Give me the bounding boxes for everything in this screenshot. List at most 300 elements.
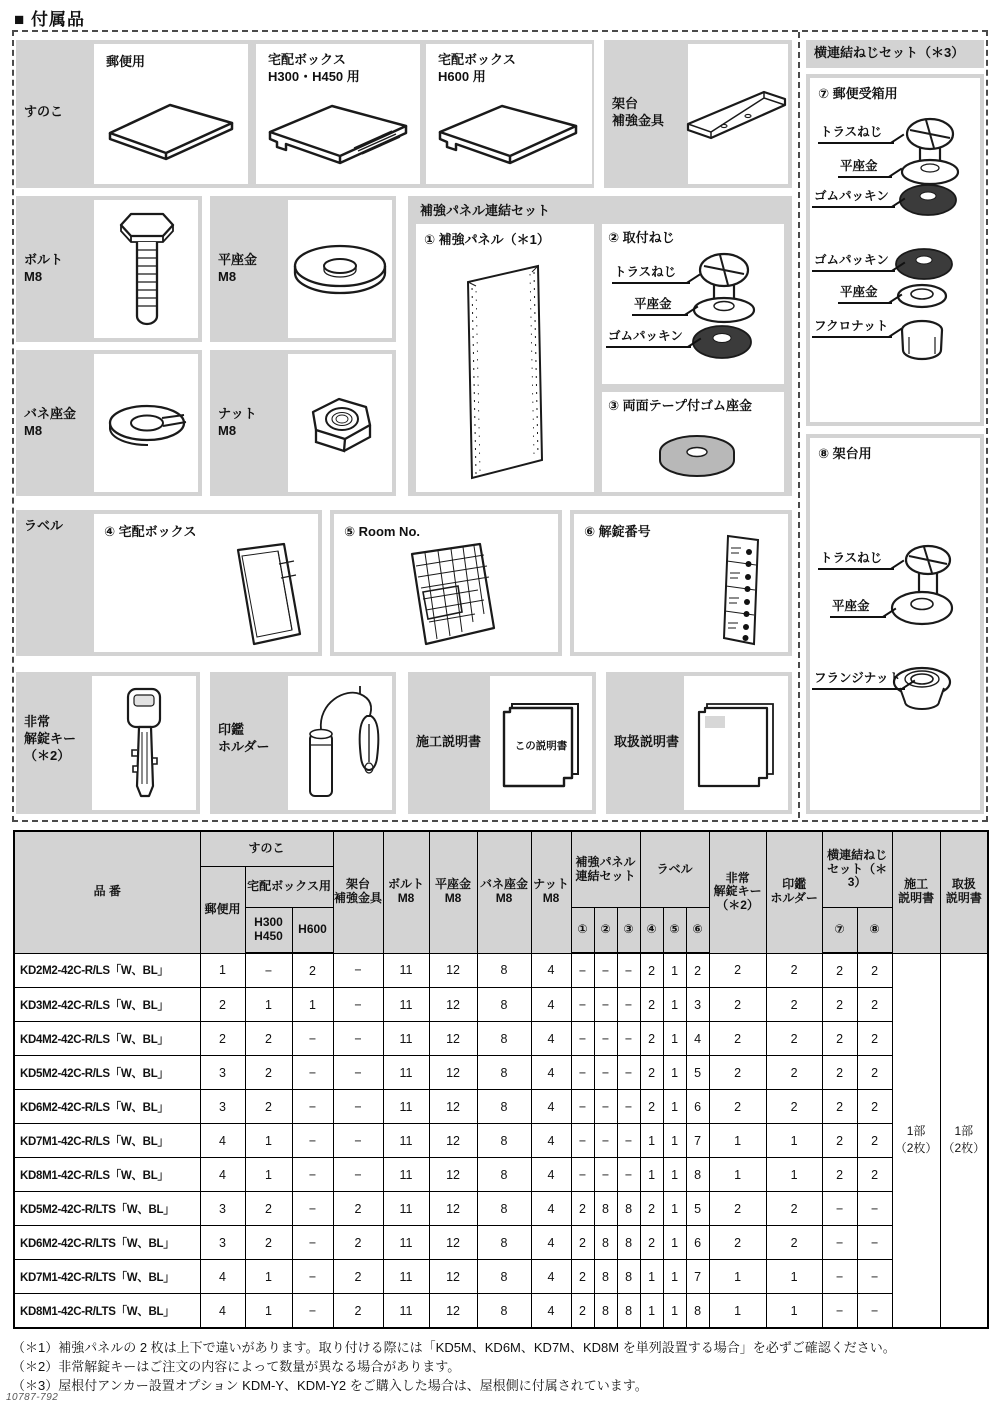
- col-header-yoko-set: [822, 831, 892, 908]
- qty-cell: 1: [663, 1294, 686, 1329]
- hokyo-panel-set-group: [408, 196, 792, 496]
- room-no-label-illustration: [392, 536, 510, 650]
- header-line: 施工: [904, 877, 929, 892]
- header-text: ラベル: [656, 861, 693, 876]
- qty-cell: 2: [333, 1226, 383, 1260]
- stamp-holder-illustration: [290, 682, 390, 806]
- qty-cell: 1: [663, 1260, 686, 1294]
- header-line: 連結セット: [575, 868, 636, 883]
- labels-label: ラベル: [24, 518, 64, 533]
- header-line: M8: [397, 891, 415, 906]
- qty-cell: −: [333, 953, 383, 988]
- sunoko-label: すのこ: [24, 104, 64, 119]
- qty-cell: 1: [663, 1226, 686, 1260]
- yoko-sec8-box: [810, 438, 980, 810]
- screw-callout-washer: 平座金: [632, 298, 688, 316]
- label4-group: [16, 510, 322, 656]
- qty-cell: 1: [663, 1124, 686, 1158]
- model-cell: KD3M2-42C-R/LS「W、BL」: [14, 988, 200, 1022]
- hokyo-panel-label: ① 補強パネル（＊1）: [424, 232, 550, 247]
- qty-cell: 8: [594, 1226, 617, 1260]
- qty-cell: 8: [477, 1260, 531, 1294]
- hokyo-panel-box: [416, 224, 594, 492]
- qty-cell: 3: [686, 988, 709, 1022]
- sec7-callout-truss: トラスねじ: [818, 126, 894, 144]
- label-line: M8: [24, 422, 43, 438]
- yoko-sec8-label: ⑧ 架台用: [818, 446, 872, 461]
- model-cell: KD5M2-42C-R/LTS「W、BL」: [14, 1192, 200, 1226]
- header-line: 説明書: [945, 891, 982, 906]
- qty-cell: 2: [640, 988, 663, 1022]
- col-header-toriatsukai: [940, 831, 988, 953]
- mounting-screw-illustration: [602, 224, 784, 384]
- table-row: [14, 1124, 988, 1158]
- yoko-sec7-box: [810, 78, 980, 422]
- header-text: ②: [600, 922, 611, 937]
- qty-cell: 2: [766, 988, 822, 1022]
- qty-cell: 1: [663, 1090, 686, 1124]
- qty-cell: 8: [617, 1260, 640, 1294]
- header-line: 取扱: [951, 877, 976, 892]
- emergency-key-box: [92, 676, 196, 810]
- qty-cell: 11: [383, 1294, 429, 1329]
- sunoko-group: [16, 40, 594, 188]
- qty-cell: 11: [383, 1022, 429, 1056]
- header-text: ⑦: [834, 922, 845, 937]
- footnote-3: （＊3）屋根付アンカー設置オプション KDM-Y、KDM-Y2 をご購入した場合は、屋根側に付属されています。: [12, 1378, 648, 1393]
- qty-cell: 8: [477, 953, 531, 988]
- qty-cell: −: [594, 988, 617, 1022]
- qty-cell: 4: [531, 953, 571, 988]
- table-row: [14, 988, 988, 1022]
- qty-cell: −: [292, 1022, 333, 1056]
- qty-cell: −: [857, 1260, 892, 1294]
- key-illustration: [114, 684, 174, 802]
- table-body: [14, 953, 988, 1328]
- qty-cell: −: [292, 1090, 333, 1124]
- qty-cell: 8: [477, 1056, 531, 1090]
- sec7-callout-packing2: ゴムパッキン: [812, 254, 895, 272]
- col-header-circle6: [686, 908, 709, 954]
- col-header-nut: [531, 831, 571, 953]
- qty-cell: 1: [640, 1294, 663, 1329]
- inkan-holder-group: [210, 672, 396, 814]
- table-row: [14, 1260, 988, 1294]
- slatted-board-illustration: [432, 92, 584, 180]
- qty-cell: 2: [640, 953, 663, 988]
- model-cell: KD7M1-42C-R/LTS「W、BL」: [14, 1260, 200, 1294]
- emergency-key-label: [24, 714, 76, 765]
- qty-cell: 3: [200, 1192, 245, 1226]
- qty-cell: 2: [245, 1226, 292, 1260]
- qty-cell: 8: [477, 1090, 531, 1124]
- qty-cell: 2: [571, 1294, 594, 1329]
- table-row: [14, 1226, 988, 1260]
- diagram-vertical-divider: [798, 32, 800, 818]
- qty-cell: 2: [857, 1158, 892, 1192]
- qty-cell: −: [822, 1294, 857, 1329]
- label6-title: ⑥ 解錠番号: [584, 524, 651, 539]
- flat-board-illustration: [102, 89, 240, 177]
- qty-cell: −: [333, 1090, 383, 1124]
- qty-cell: 1: [640, 1158, 663, 1192]
- qty-cell: 4: [531, 1158, 571, 1192]
- qty-cell: 2: [292, 953, 333, 988]
- header-line: ナット: [533, 877, 569, 892]
- qty-cell: 2: [766, 953, 822, 988]
- qty-cell: 12: [429, 1090, 477, 1124]
- qty-cell: 8: [594, 1260, 617, 1294]
- header-line: ホルダー: [770, 891, 818, 906]
- col-header-circle8: [857, 908, 892, 954]
- header-line: 横連結ねじ: [827, 847, 888, 862]
- col-header-bolt: [383, 831, 429, 953]
- qty-cell: −: [617, 1056, 640, 1090]
- rubber-washer-illustration: [654, 428, 740, 484]
- header-line: 平座金: [435, 877, 472, 892]
- header-line: 補強金具: [334, 891, 383, 906]
- qty-cell: 2: [333, 1260, 383, 1294]
- bolt-box: [94, 200, 198, 338]
- col-header-circle3: [617, 908, 640, 954]
- qty-cell: 8: [686, 1294, 709, 1329]
- qty-cell: 4: [200, 1124, 245, 1158]
- col-header-yubin: [200, 867, 245, 954]
- qty-cell: 2: [857, 1090, 892, 1124]
- label-line: （＊2）: [24, 747, 71, 763]
- qty-cell: 2: [822, 1158, 857, 1192]
- tori-merged-cell: 1部 （2枚）: [940, 953, 988, 1328]
- qty-cell: 1: [640, 1124, 663, 1158]
- qty-cell: 11: [383, 1056, 429, 1090]
- col-header-circle7: [822, 908, 857, 954]
- qty-cell: 11: [383, 1158, 429, 1192]
- qty-cell: −: [571, 1158, 594, 1192]
- label-line: M8: [24, 268, 43, 284]
- qty-cell: 2: [709, 1056, 766, 1090]
- gadai-bracket-box: [688, 44, 788, 184]
- header-text: ③: [623, 922, 634, 937]
- qty-cell: 8: [617, 1192, 640, 1226]
- qty-cell: 2: [709, 953, 766, 988]
- qty-cell: 2: [822, 988, 857, 1022]
- accessories-table: [13, 830, 989, 1329]
- col-header-circle5: [663, 908, 686, 954]
- qty-cell: 1: [766, 1260, 822, 1294]
- qty-cell: 2: [245, 1022, 292, 1056]
- qty-cell: −: [857, 1226, 892, 1260]
- qty-cell: 1: [663, 1056, 686, 1090]
- qty-cell: 2: [640, 1056, 663, 1090]
- col-header-label: [640, 831, 709, 908]
- sec7-callout-washer2: 平座金: [838, 286, 892, 304]
- qty-cell: 2: [333, 1294, 383, 1329]
- qty-cell: 1: [663, 1192, 686, 1226]
- qty-cell: −: [292, 1226, 333, 1260]
- qty-cell: 2: [245, 1192, 292, 1226]
- emergency-key-group: [16, 672, 200, 814]
- col-header-sekou: [892, 831, 940, 953]
- sec8-callout-flangenut: フランジナット: [812, 672, 905, 690]
- toriatsukai-manual-label: 取扱説明書: [614, 734, 680, 749]
- qty-cell: 1: [245, 988, 292, 1022]
- sec8-callout-washer: 平座金: [830, 600, 886, 618]
- sec7-callout-capnut: フクロナット: [812, 320, 892, 338]
- col-header-model: [14, 831, 200, 953]
- header-line: （＊2）: [716, 898, 759, 913]
- qty-cell: 4: [531, 1090, 571, 1124]
- qty-cell: −: [571, 1124, 594, 1158]
- screw-callout-packing: ゴムパッキン: [606, 330, 691, 348]
- unlock-number-label-illustration: [712, 530, 770, 650]
- qty-cell: −: [571, 1090, 594, 1124]
- qty-cell: −: [292, 1124, 333, 1158]
- qty-cell: −: [333, 1056, 383, 1090]
- col-header-circle2: [594, 908, 617, 954]
- label-line: 宅配ボックス: [268, 52, 346, 67]
- header-text: 品 番: [93, 884, 121, 899]
- label6-box: [574, 514, 788, 652]
- gadai-bracket-label: [612, 96, 664, 130]
- header-line: 補強パネル: [575, 854, 636, 869]
- qty-cell: 2: [857, 1124, 892, 1158]
- qty-cell: 8: [594, 1192, 617, 1226]
- qty-cell: 4: [200, 1294, 245, 1329]
- delivery-box-label-illustration: [222, 540, 312, 648]
- qty-cell: 4: [200, 1158, 245, 1192]
- bolt-group: [16, 196, 202, 342]
- table-row: [14, 1192, 988, 1226]
- label-line: バネ座金: [24, 406, 77, 421]
- toriatsukai-manual-group: [606, 672, 792, 814]
- label4-box: [94, 514, 318, 652]
- hokyo-set-title: 補強パネル連結セット: [420, 203, 551, 218]
- header-line: M8: [444, 891, 462, 906]
- qty-cell: 8: [594, 1294, 617, 1329]
- qty-cell: 12: [429, 1294, 477, 1329]
- model-cell: KD8M1-42C-R/LS「W、BL」: [14, 1158, 200, 1192]
- qty-cell: 2: [709, 1090, 766, 1124]
- qty-cell: 4: [531, 1056, 571, 1090]
- header-line: 非常: [725, 870, 750, 885]
- qty-cell: 2: [640, 1090, 663, 1124]
- label-line: ボルト: [24, 252, 64, 267]
- qty-cell: 12: [429, 953, 477, 988]
- qty-cell: −: [617, 1158, 640, 1192]
- table-row: [14, 1090, 988, 1124]
- table-row: [14, 1158, 988, 1192]
- model-cell: KD2M2-42C-R/LS「W、BL」: [14, 953, 200, 988]
- header-text: ⑥: [692, 922, 703, 937]
- label-line: 架台: [612, 96, 639, 111]
- label-line: 平座金: [218, 252, 258, 267]
- qty-cell: 2: [857, 988, 892, 1022]
- model-cell: KD5M2-42C-R/LS「W、BL」: [14, 1056, 200, 1090]
- qty-cell: 3: [200, 1056, 245, 1090]
- qty-cell: −: [292, 1260, 333, 1294]
- qty-cell: −: [617, 953, 640, 988]
- qty-cell: 12: [429, 1226, 477, 1260]
- qty-cell: 11: [383, 1124, 429, 1158]
- qty-cell: 4: [531, 1226, 571, 1260]
- qty-cell: 12: [429, 988, 477, 1022]
- qty-cell: −: [594, 1056, 617, 1090]
- qty-cell: −: [594, 1090, 617, 1124]
- label5-group: [330, 510, 562, 656]
- sunoko-h300-label: [268, 52, 360, 86]
- qty-cell: 2: [822, 1056, 857, 1090]
- qty-cell: −: [617, 1124, 640, 1158]
- qty-cell: 2: [766, 1022, 822, 1056]
- qty-cell: 2: [245, 1090, 292, 1124]
- table-row: [14, 953, 988, 988]
- label5-box: [334, 514, 558, 652]
- qty-cell: 8: [477, 1226, 531, 1260]
- qty-cell: 5: [686, 1056, 709, 1090]
- qty-cell: 11: [383, 1260, 429, 1294]
- flat-washer-box: [288, 200, 392, 338]
- qty-cell: 11: [383, 953, 429, 988]
- qty-cell: −: [571, 953, 594, 988]
- qty-cell: 1: [709, 1158, 766, 1192]
- document-number: 10787-792: [6, 1392, 59, 1403]
- qty-cell: 12: [429, 1192, 477, 1226]
- qty-cell: 3: [200, 1226, 245, 1260]
- spring-washer-group: [16, 350, 202, 496]
- page-title: ■ 付属品: [14, 10, 85, 29]
- table-row: [14, 1294, 988, 1329]
- sunoko-h600-label: [438, 52, 516, 86]
- qty-cell: −: [594, 1022, 617, 1056]
- qty-cell: −: [571, 988, 594, 1022]
- label-line: ホルダー: [218, 738, 270, 754]
- label4-title: ④ 宅配ボックス: [104, 524, 197, 539]
- spring-washer-illustration: [102, 396, 192, 454]
- header-text: ⑧: [869, 922, 880, 937]
- qty-cell: 1: [766, 1158, 822, 1192]
- label-line: 宅配ボックス: [438, 52, 516, 67]
- qty-cell: 1: [245, 1294, 292, 1329]
- qty-cell: −: [822, 1226, 857, 1260]
- header-text: ⑤: [669, 922, 680, 937]
- qty-cell: 8: [617, 1294, 640, 1329]
- qty-cell: 1: [663, 953, 686, 988]
- sekou-manual-group: [408, 672, 596, 814]
- inkan-holder-label: [218, 722, 269, 756]
- qty-cell: 2: [766, 1192, 822, 1226]
- qty-cell: 4: [531, 988, 571, 1022]
- qty-cell: −: [594, 953, 617, 988]
- qty-cell: 8: [477, 1192, 531, 1226]
- bolt-label: [24, 252, 63, 286]
- yoko-sec8-group: [806, 434, 984, 814]
- this-manual-text: この説明書: [514, 740, 568, 752]
- header-line: H450: [254, 929, 283, 943]
- header-text: ①: [577, 922, 588, 937]
- header-text: H600: [298, 922, 327, 937]
- label6-group: [570, 510, 792, 656]
- qty-cell: 4: [531, 1124, 571, 1158]
- qty-cell: 2: [857, 953, 892, 988]
- qty-cell: −: [333, 1022, 383, 1056]
- col-header-emergency-key: [709, 831, 766, 953]
- yoko-sec7-group: [806, 74, 984, 426]
- header-line: H300: [254, 915, 283, 930]
- model-cell: KD8M1-42C-R/LTS「W、BL」: [14, 1294, 200, 1329]
- nut-label: [218, 406, 257, 440]
- model-cell: KD6M2-42C-R/LS「W、BL」: [14, 1090, 200, 1124]
- qty-cell: −: [857, 1294, 892, 1329]
- qty-cell: 2: [200, 1022, 245, 1056]
- qty-cell: 1: [663, 988, 686, 1022]
- sunoko-post-label: 郵便用: [106, 54, 146, 69]
- header-line: M8: [495, 891, 513, 906]
- user-manual-illustration: [691, 698, 781, 790]
- qty-cell: 2: [640, 1022, 663, 1056]
- qty-cell: 2: [686, 953, 709, 988]
- qty-cell: 12: [429, 1056, 477, 1090]
- qty-cell: 5: [686, 1192, 709, 1226]
- qty-cell: −: [333, 988, 383, 1022]
- qty-cell: 3: [200, 1090, 245, 1124]
- qty-cell: 12: [429, 1124, 477, 1158]
- footnotes: [12, 1338, 992, 1395]
- col-header-gadai: [333, 831, 383, 953]
- col-header-circle1: [571, 908, 594, 954]
- inkan-holder-box: [288, 676, 392, 810]
- qty-cell: 6: [686, 1226, 709, 1260]
- table-row: [14, 1056, 988, 1090]
- qty-cell: −: [292, 1056, 333, 1090]
- qty-cell: 1: [640, 1260, 663, 1294]
- nut-group: [210, 350, 396, 496]
- qty-cell: 1: [245, 1124, 292, 1158]
- qty-cell: −: [292, 1192, 333, 1226]
- col-header-sunoko: [200, 831, 333, 867]
- qty-cell: 2: [766, 1056, 822, 1090]
- qty-cell: 1: [663, 1158, 686, 1192]
- qty-cell: −: [333, 1124, 383, 1158]
- qty-cell: 2: [709, 1226, 766, 1260]
- qty-cell: 11: [383, 1090, 429, 1124]
- qty-cell: −: [857, 1192, 892, 1226]
- header-line: 印鑑: [782, 877, 807, 892]
- qty-cell: 12: [429, 1158, 477, 1192]
- qty-cell: −: [617, 988, 640, 1022]
- bracket-illustration: [684, 82, 790, 148]
- qty-cell: 11: [383, 1226, 429, 1260]
- qty-cell: 2: [857, 1056, 892, 1090]
- qty-cell: 1: [663, 1022, 686, 1056]
- accessories-diagram: [12, 30, 988, 822]
- label5-title: ⑤ Room No.: [344, 524, 421, 539]
- sekou-manual-label: 施工説明書: [416, 734, 482, 749]
- header-line: バネ座金: [480, 877, 529, 892]
- qty-cell: −: [822, 1260, 857, 1294]
- flat-washer-group: [210, 196, 396, 342]
- flat-washer-illustration: [288, 236, 392, 306]
- sec7-callout-packing1: ゴムパッキン: [812, 190, 895, 208]
- label-line: ナット: [218, 406, 257, 421]
- qty-cell: 11: [383, 1192, 429, 1226]
- qty-cell: 7: [686, 1260, 709, 1294]
- qty-cell: 2: [640, 1192, 663, 1226]
- label-line: 補強金具: [612, 112, 665, 128]
- header-text: 郵便用: [204, 901, 241, 916]
- qty-cell: 4: [531, 1260, 571, 1294]
- footnote-2: （＊2）非常解錠キーはご注文の内容によって数量が異なる場合があります。: [12, 1359, 461, 1374]
- qty-cell: 1: [766, 1124, 822, 1158]
